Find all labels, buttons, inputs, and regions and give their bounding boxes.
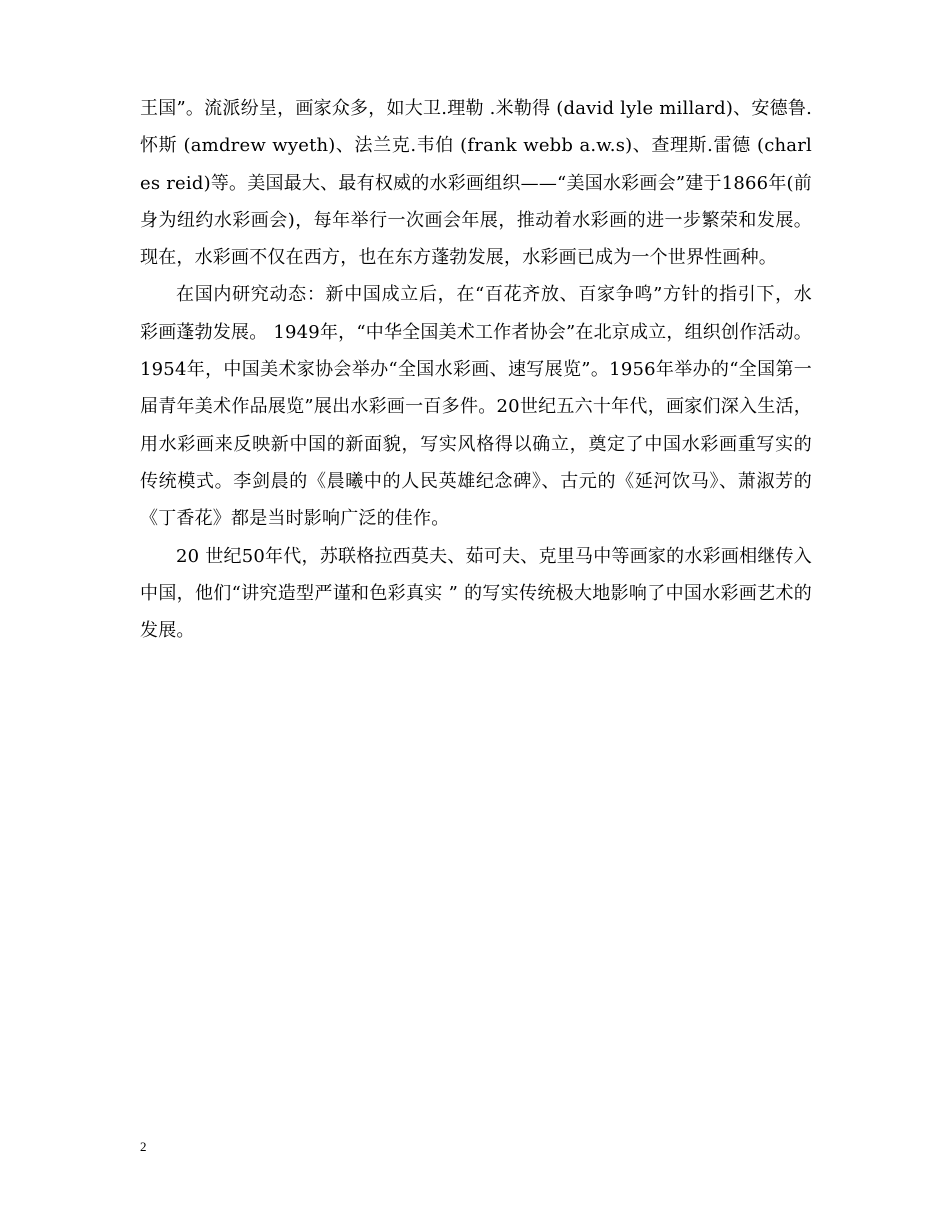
paragraph-3: 20 世纪50年代，苏联格拉西莫夫、茹可夫、克里马中等画家的水彩画相继传入中国，他们“讲究造型严谨和色彩真实 ” 的写实传统极大地影响了中国水彩画艺术的发展。 [140,545,812,642]
page-number: 2 [140,1139,147,1154]
paragraph-2: 在国内研究动态：新中国成立后，在“百花齐放、百家争鸣”方针的指引下，水彩画蓬勃发展。 1949年，“中华全国美术工作者协会”在北京成立，组织创作活动。1954年，中国美术家协会举办“全国水彩画、速写展览”。1956年举办的“全国第一届青年美术作品展览”展出水彩画一百多件。20世纪五六十年代，画家们深入生活，用水彩画来反映新中国的新面貌，写实风格得以确立，奠定了中国水彩画重写实的传统模式。李剑晨的《晨曦中的人民英雄纪念碑》、古元的《延河饮马》、萧淑芳的《丁香花》都是当时影响广泛的佳作。 [140,284,812,530]
body-text [140,90,812,649]
paragraph-1: 王国”。流派纷呈，画家众多，如大卫.理勒 .米勒得 (david lyle millard)、安德鲁.怀斯 (amdrew wyeth)、法兰克.韦伯 (frank webb a.w.s)、查理斯.雷德 (charles reid)等。美国最大、最有权威的水彩画组织——“美国水彩画会”建于1866年(前身为纽约水彩画会)，每年举行一次画会年展，推动着水彩画的进一步繁荣和发展。现在，水彩画不仅在西方，也在东方蓬勃发展，水彩画已成为一个世界性画种。 [140,98,812,269]
